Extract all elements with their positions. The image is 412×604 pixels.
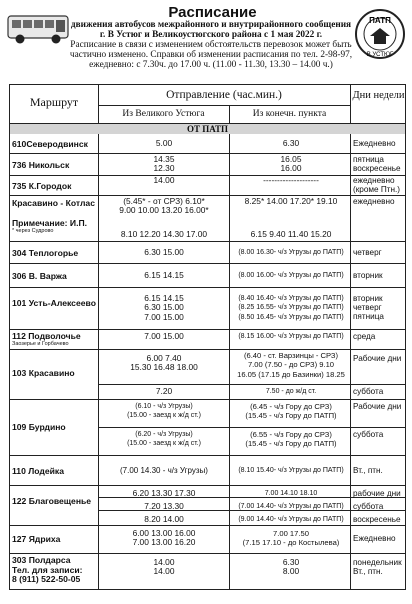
- departure-from-end: (7.00 14.40- ч/з Угрузы до ПАТП): [238, 503, 344, 510]
- departure-from-end: 16.05: [280, 154, 302, 164]
- route-name: 122 Благовещенье: [12, 496, 92, 506]
- departure-from-end: 6.15 9.40 11.40 15.20: [250, 229, 332, 239]
- days-value: вторник: [353, 294, 383, 303]
- days-value: пятница: [353, 155, 384, 164]
- route-name: 306 В. Варжа: [12, 271, 67, 281]
- departure-from-city: 6.20 13.30 17.30: [132, 488, 196, 498]
- days-value: суббота: [353, 430, 384, 439]
- departure-from-city: 7.20 13.30: [144, 501, 184, 511]
- days-value: воскресенье: [353, 515, 401, 524]
- days-value: четверг: [353, 303, 382, 313]
- days-value: Ежедневно: [353, 139, 396, 148]
- departure-from-end: (8.00 16.00- ч/з Угрузы до ПАТП): [238, 272, 344, 279]
- departure-from-end: (7.15 17.10 - до Костылева): [242, 538, 340, 548]
- departure-from-city: 7.20: [155, 386, 173, 396]
- departure-from-city: 12.30: [153, 163, 175, 174]
- departure-from-city: (6.10 - ч/з Угрузы): [135, 403, 193, 410]
- departure-from-city: 6.00 13.00 16.00: [132, 528, 196, 538]
- table-row: [9, 134, 406, 154]
- column-header-days: Дни недели: [352, 90, 405, 101]
- days-value: понедельник: [353, 558, 402, 567]
- route-name: 610Северодвинск: [12, 139, 88, 149]
- departure-from-end: (8.40 16.40- ч/з Угрузы до ПАТП): [238, 295, 344, 302]
- days-value: воскресенье: [353, 164, 401, 174]
- route-note: * через Судрово: [12, 228, 54, 234]
- table-row: [9, 486, 406, 526]
- departure-from-end: 8.25* 14.00 17.20* 19.10: [244, 196, 338, 206]
- route-name: Красавино - Котлас: [12, 198, 95, 208]
- departure-from-end: 6.30: [282, 557, 300, 567]
- departure-from-end: (8.50 16.45- ч/з Угрузы до ПАТП): [238, 313, 344, 321]
- departure-from-city: 7.00 13.00 16.20: [132, 537, 196, 548]
- route-name: 736 Никольск: [12, 160, 70, 170]
- departure-from-city: 8.20 14.00: [144, 514, 184, 524]
- days-value: четверг: [353, 248, 382, 257]
- departure-from-end: 7.50 - до ж/д ст.: [265, 388, 317, 395]
- days-value: суббота: [353, 387, 384, 396]
- departure-from-end: (15.45 - ч/з Гору до ПАТП): [245, 411, 337, 421]
- subtitle-line-1: движения автобусов межрайонного и внутрирайонного сообщения: [70, 20, 352, 30]
- days-value: суббота: [353, 502, 384, 511]
- schedule-table: [9, 84, 406, 601]
- route-name: 735 К.Городок: [12, 181, 72, 191]
- column-header-route: Маршрут: [29, 95, 79, 109]
- departure-from-end: (8.25 16.55- ч/з Угрузы до ПАТП): [238, 304, 344, 312]
- departure-from-end: (8.15 16.00- ч/з Угрузы до ПАТП): [238, 333, 344, 340]
- table-row: [9, 526, 406, 554]
- subtitle-line-4: частично изменено. Справки об изменении расписания по тел. 2-98-97,: [69, 50, 353, 60]
- departure-from-end: (9.00 14.40- ч/з Угрузы до ПАТП): [238, 516, 344, 523]
- departure-from-end: (15.45 - ч/з Гору до ПАТП): [245, 439, 337, 449]
- route-name: 103 Красавино: [12, 368, 75, 378]
- departure-from-end: 16.00: [280, 163, 302, 174]
- departure-from-city: (6.20 - ч/з Угрузы): [135, 431, 193, 438]
- column-header-departure: Отправление (час.мин.): [166, 89, 282, 101]
- route-note: Заозерье и Горбачево: [12, 341, 69, 347]
- bus-icon: [6, 12, 72, 46]
- route-note-label: Примечание: И.П. * через Судрово: [12, 218, 98, 235]
- departure-from-city: 6.15 14.15: [144, 270, 184, 280]
- table-row: [9, 196, 406, 242]
- table-row: [9, 242, 406, 264]
- departure-from-city: 15.30 16.48 18.00: [130, 362, 198, 373]
- days-value: Рабочие дни: [353, 354, 402, 363]
- table-row: [9, 154, 406, 176]
- route-name: 101 Усть-Алексеево: [12, 298, 96, 308]
- departure-from-end: (6.55 - ч/з Гору до СРЗ): [250, 430, 332, 439]
- departure-from-city: 5.00: [155, 138, 173, 148]
- table-header: [9, 84, 406, 124]
- table-row: [9, 288, 406, 330]
- departure-from-city: (7.00 14.30 - ч/з Угрузы): [120, 466, 208, 475]
- days-value: (кроме Птн.): [353, 185, 401, 195]
- departure-from-city: 7.00 15.00: [144, 331, 184, 341]
- subtitle-line-2: г. В Устюг и Великоустюгского района с 1 мая 2022 г.: [99, 30, 323, 40]
- departure-from-city: 14.00: [153, 566, 175, 577]
- departure-from-end: 8.00: [282, 566, 300, 577]
- column-header-from-city: Из Великого Устюга: [122, 109, 205, 119]
- departure-from-city: (5.45* - от СРЗ) 6.10*: [123, 196, 205, 206]
- phone-label: Тел. для записи:: [12, 564, 83, 575]
- svg-text:ПАТП: ПАТП: [369, 16, 391, 25]
- subtitle-line-5: ежедневно: с 7.30ч. до 17.00 ч. (11.00 - 11.30, 13.30 – 14.00 ч.): [89, 60, 333, 70]
- page-header: [0, 0, 412, 82]
- departure-from-city: (15.00 - заезд к ж/д ст.): [127, 440, 201, 448]
- days-value: Рабочие дни: [353, 402, 402, 411]
- days-value: ежедневно: [353, 176, 395, 185]
- route-name: 304 Теплогорье: [12, 248, 79, 258]
- departure-from-end: (6.45 - ч/з Гору до СРЗ): [250, 402, 332, 411]
- departure-from-city: 6.30 15.00: [144, 247, 184, 257]
- column-header-from-end: Из конечн. пункта: [252, 109, 327, 119]
- departure-from-city: 8.10 12.20 14.30 17.00: [120, 229, 208, 239]
- page-title: Расписание: [168, 4, 257, 21]
- route-name-with-note: 112 Подволочье Заозерье и Горбачево: [12, 331, 98, 348]
- route-name: 303 Полдарса Тел. для записи: 8 (911) 522-50-05: [12, 556, 98, 585]
- days-value: пятница: [353, 312, 384, 322]
- days-value: Вт., птн.: [353, 466, 383, 475]
- departure-from-city: 14.00: [153, 175, 175, 185]
- departure-from-end: --------------------: [263, 175, 319, 185]
- table-row: [9, 176, 406, 196]
- table-row: [9, 264, 406, 288]
- departure-from-city: 6.30 15.00: [144, 302, 184, 313]
- route-name: 127 Ядриха: [12, 534, 61, 544]
- departure-from-end: 6.30: [282, 138, 300, 148]
- departure-from-city: 14.00: [153, 557, 175, 567]
- departure-from-end: 7.00 (7.50 - до СРЗ) 9.10: [247, 360, 335, 370]
- departure-from-city: (15.00 - заезд к ж/д ст.): [127, 412, 201, 420]
- days-value: рабочие дни: [353, 489, 401, 498]
- subtitle-line-3: Расписание в связи с изменением обстоятельств перевозок может быть: [70, 40, 352, 50]
- phone-number: 8 (911) 522-50-05: [12, 574, 81, 584]
- route-name: 110 Лодейка: [12, 466, 65, 476]
- svg-text:В.УСТЮГ: В.УСТЮГ: [366, 52, 394, 58]
- table-row: [9, 350, 406, 400]
- departure-from-end: 7.00 17.50: [273, 529, 309, 538]
- departure-from-city: 6.15 14.15: [144, 293, 184, 303]
- section-band: ОТ ПАТП: [9, 124, 406, 134]
- departure-from-city: 7.00 15.00: [144, 311, 184, 322]
- table-row: [9, 554, 406, 590]
- departure-from-end: (6.40 - ст. Варзинцы - СРЗ): [243, 351, 339, 360]
- days-value: Ежедневно: [353, 534, 396, 543]
- days-value: Вт., птн.: [353, 567, 383, 577]
- route-name: 109 Бурдино: [12, 422, 66, 432]
- table-row: [9, 456, 406, 486]
- patp-logo: [352, 6, 408, 64]
- departure-from-city: 6.00 7.40: [146, 353, 182, 363]
- days-value: среда: [353, 332, 376, 341]
- departure-from-end: (8.00 16.30- ч/з Угрузы до ПАТП): [238, 249, 344, 256]
- departure-from-end: (8.10 15.40- ч/з Угрузы до ПАТП): [238, 467, 344, 474]
- table-row: [9, 400, 406, 456]
- departure-from-end: 16.05 (17.15 до Базинки) 18.25: [237, 369, 345, 379]
- departure-from-end: 7.00 14.10 18.10: [264, 490, 318, 497]
- table-row: [9, 330, 406, 350]
- days-value: вторник: [353, 271, 383, 280]
- days-value: ежедневно: [353, 197, 395, 206]
- departure-from-city: 14.35: [153, 154, 175, 164]
- departure-from-city: 9.00 10.00 13.20 16.00*: [119, 205, 209, 216]
